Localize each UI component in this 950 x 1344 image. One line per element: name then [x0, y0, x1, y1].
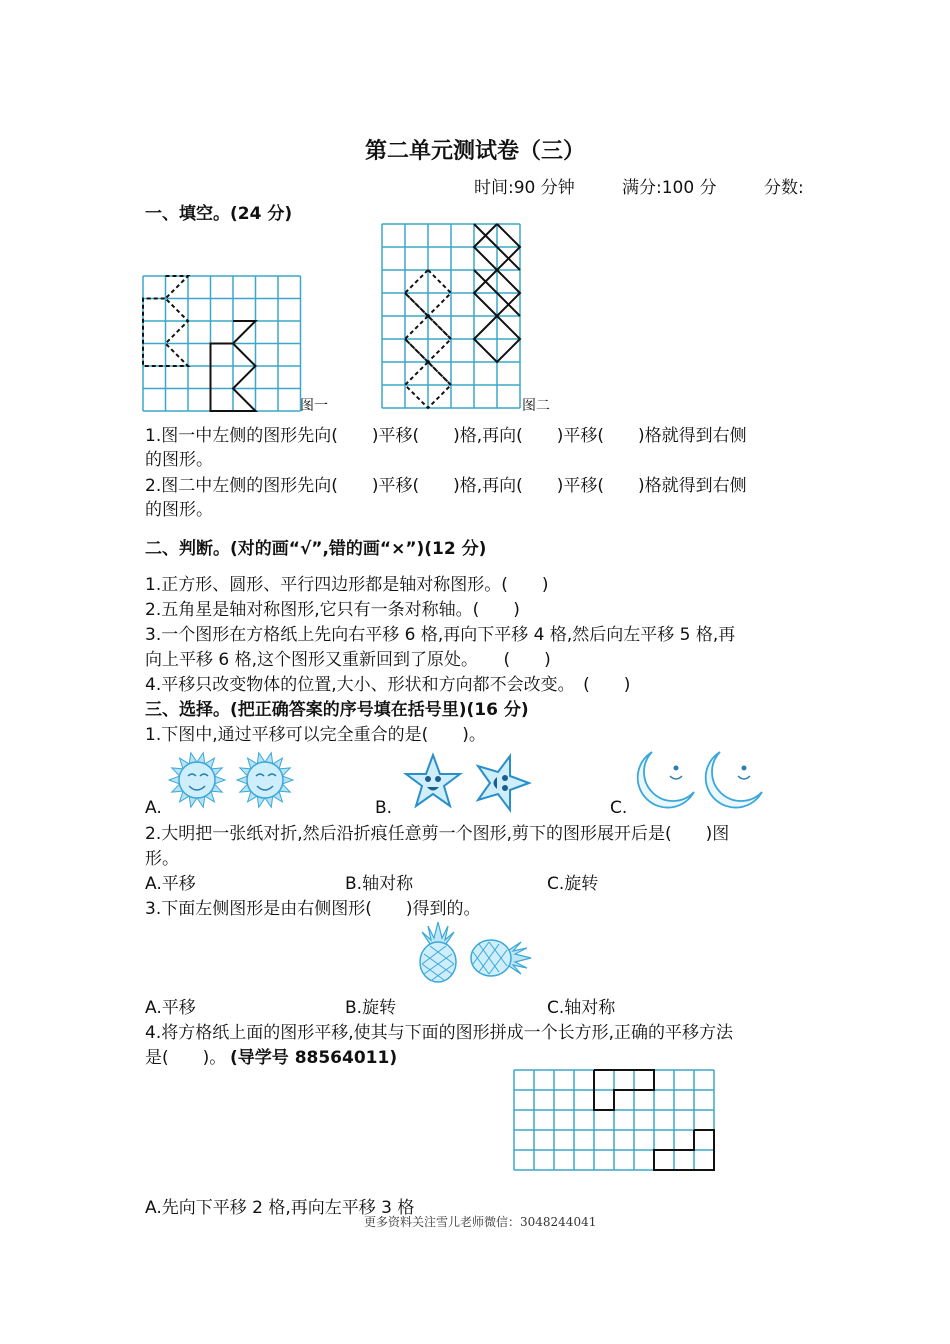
s3-q3: 3.下面左侧图形是由右侧图形( )得到的。 [145, 899, 481, 919]
figure1-grid [142, 275, 302, 411]
s3-q2-line1: 2.大明把一张纸对折,然后沿折痕任意剪一个图形,剪下的图形展开后是( )图 [145, 824, 730, 844]
sun-ray [283, 776, 293, 784]
s2-q3-line1: 3.一个图形在方格纸上先向右平移 6 格,再向下平移 4 格,然后向左平移 5 格,再 [145, 625, 736, 645]
s2-q3-line2: 向上平移 6 格,这个图形又重新回到了原处。 ( ) [145, 650, 551, 670]
s1-q1-line2: 的图形。 [145, 450, 213, 470]
s3-q1-option-c: C. [610, 798, 628, 818]
s2-q4: 4.平移只改变物体的位置,大小、形状和方向都不会改变。 ( ) [145, 675, 631, 695]
section3-heading: 三、选择。(把正确答案的序号填在括号里)(16 分) [145, 700, 529, 720]
s2-q1: 1.正方形、圆形、平行四边形都是轴对称图形。( ) [145, 575, 549, 595]
s3-q1: 1.下图中,通过平移可以完全重合的是( )。 [145, 725, 486, 745]
s3-q3-option-c: C.轴对称 [547, 998, 616, 1018]
s3-q4-line2: 是( )。 [145, 1048, 227, 1068]
sun-ray [215, 776, 225, 784]
moon-icon [630, 748, 698, 812]
time-label: 时间:90 分钟 [474, 178, 575, 198]
s3-q1-option-a: A. [145, 798, 162, 818]
s3-q2-line2: 形。 [145, 849, 179, 869]
s1-q2-line2: 的图形。 [145, 500, 213, 520]
sun-icon [164, 750, 230, 810]
s3-q4-line1: 4.将方格纸上面的图形平移,使其与下面的图形拼成一个长方形,正确的平移方法 [145, 1023, 734, 1043]
figure3-grid [513, 1069, 717, 1173]
figure1-caption: 图一 [300, 398, 328, 414]
s3-q2-option-c: C.旋转 [547, 874, 599, 894]
s1-q1-line1: 1.图一中左侧的图形先向( )平移( )格,再向( )平移( )格就得到右侧 [145, 426, 747, 446]
figure2-caption: 图二 [522, 398, 550, 414]
s3-q4-option-a: A.先向下平移 2 格,再向左平移 3 格 [145, 1198, 415, 1218]
s3-q2-option-b: B.轴对称 [345, 874, 414, 894]
full-score-label: 满分:100 分 [622, 178, 717, 198]
s3-q4-reference: (导学号 88564011) [230, 1048, 398, 1068]
page-title: 第二单元测试卷（三） [364, 138, 585, 164]
s2-q2: 2.五角星是轴对称图形,它只有一条对称轴。( ) [145, 600, 520, 620]
star-icon [470, 752, 532, 812]
sun-ray [169, 776, 179, 784]
figure2-grid [381, 223, 521, 409]
score-label: 分数: [764, 178, 804, 198]
pineapple-icon [468, 934, 534, 982]
moon-icon [698, 748, 766, 812]
star-icon [402, 752, 464, 812]
s3-q1-option-b: B. [375, 798, 393, 818]
s3-q3-option-b: B.旋转 [345, 998, 397, 1018]
pineapple-icon [414, 920, 462, 984]
footer-note: 更多资料关注雪儿老师微信：3048244041 [364, 1215, 597, 1229]
s3-q2-option-a: A.平移 [145, 874, 196, 894]
sun-ray [237, 776, 247, 784]
s1-q2-line1: 2.图二中左侧的图形先向( )平移( )格,再向( )平移( )格就得到右侧 [145, 476, 747, 496]
section2-heading: 二、判断。(对的画“√”,错的画“×”)(12 分) [145, 539, 487, 559]
s3-q3-option-a: A.平移 [145, 998, 196, 1018]
section1-heading: 一、填空。(24 分) [145, 204, 293, 224]
sun-icon [232, 750, 298, 810]
